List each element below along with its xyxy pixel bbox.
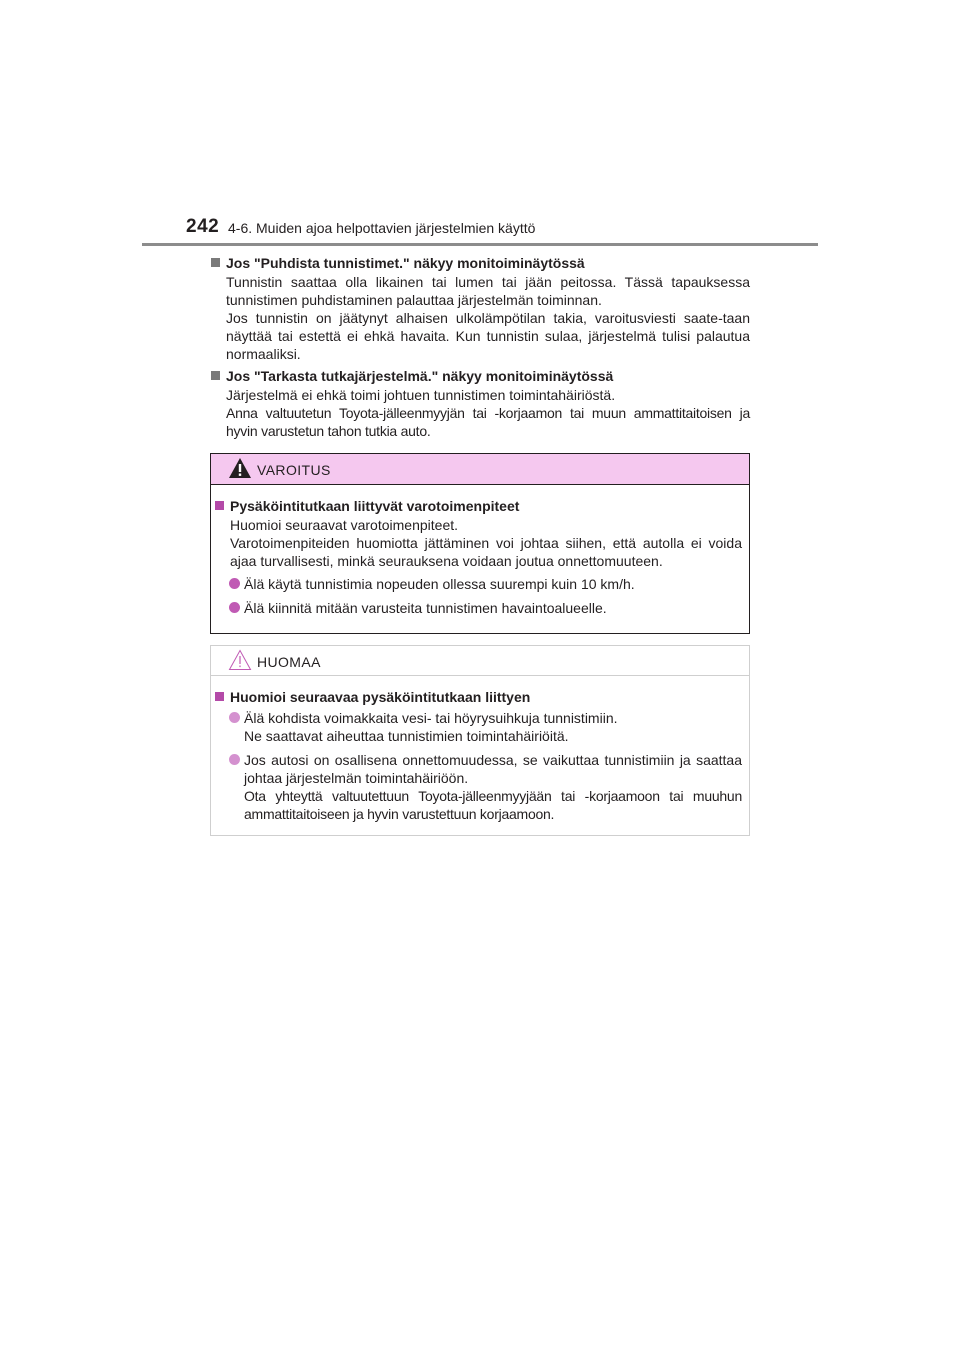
warning-body <box>211 485 749 617</box>
notice-body <box>211 676 749 823</box>
warning-header <box>211 454 749 485</box>
notice-header <box>211 646 749 676</box>
warning-box <box>210 453 750 634</box>
warning-bullet <box>214 599 742 617</box>
notice-bullet-text: Ota yhteyttä valtuutettuun Toyota-jälleenmyyjään tai -korjaamoon tai muuhun ammattitaitoiseen ja hyvin varustettuun korjaamoon. <box>244 788 742 822</box>
header-rule <box>142 243 818 246</box>
section-heading-text: Jos "Puhdista tunnistimet." näkyy monitoiminäytössä <box>226 255 585 271</box>
round-bullet-icon <box>229 578 240 589</box>
round-bullet-icon <box>229 602 240 613</box>
paragraph: Järjestelmä ei ehkä toimi johtuen tunnistimen toimintahäiriöstä. <box>226 387 616 403</box>
page-number: 242 <box>186 216 220 237</box>
warning-intro: Varotoimenpiteiden huomiotta jättäminen voi johtaa siihen, että autolla ei voida ajaa turvallisesti, minkä seurauksena voidaan joutua onnettomuuteen. <box>230 535 742 569</box>
square-bullet-icon <box>215 692 224 701</box>
square-bullet-icon <box>211 258 220 267</box>
notice-bullet <box>214 709 742 745</box>
round-bullet-icon <box>229 712 240 723</box>
warning-triangle-icon <box>228 457 252 479</box>
paragraph: Tunnistin saattaa olla likainen tai lumen tai jään peitossa. Tässä tapauksessa tunnistimen puhdistaminen palauttaa järjestelmän toiminnan. <box>226 274 750 308</box>
warning-bullet-text: Älä käytä tunnistimia nopeuden ollessa suurempi kuin 10 km/h. <box>244 576 635 592</box>
page-header <box>142 216 818 246</box>
section-heading <box>210 254 750 273</box>
warning-heading-text: Pysäköintitutkaan liittyvät varotoimenpiteet <box>230 498 520 514</box>
warning-bullet <box>214 575 742 593</box>
section-title: 4-6. Muiden ajoa helpottavien järjestelmien käyttö <box>228 220 536 236</box>
notice-bullet-text: Ne saattavat aiheuttaa tunnistimien toimintahäiriöitä. <box>244 728 569 744</box>
warning-title: VAROITUS <box>257 462 331 478</box>
notice-bullet <box>214 751 742 823</box>
warning-heading <box>214 497 742 516</box>
notice-heading <box>214 688 742 707</box>
notice-bullet-text: Jos autosi on osallisena onnettomuudessa, se vaikuttaa tunnistimiin ja saattaa johtaa järjestelmän toimintahäiriöön. <box>244 752 742 786</box>
warning-bullet-text: Älä kiinnitä mitään varusteita tunnistimen havaintoalueelle. <box>244 600 607 616</box>
section-heading <box>210 367 750 386</box>
notice-title: HUOMAA <box>257 654 321 670</box>
square-bullet-icon <box>215 501 224 510</box>
warning-intro: Huomioi seuraavat varotoimenpiteet. <box>230 517 459 533</box>
notice-heading-text: Huomioi seuraavaa pysäköintitutkaan liittyen <box>230 689 531 705</box>
notice-bullet-text: Älä kohdista voimakkaita vesi- tai höyrysuihkuja tunnistimiin. <box>244 710 618 726</box>
square-bullet-icon <box>211 371 220 380</box>
caution-triangle-icon <box>228 649 252 671</box>
paragraph: Anna valtuutetun Toyota-jälleenmyyjän tai -korjaamon tai muun ammattitaitoisen ja hyvin varustetun tahon tutkia auto. <box>226 405 750 439</box>
notice-box <box>210 645 750 836</box>
section-heading-text: Jos "Tarkasta tutkajärjestelmä." näkyy monitoiminäytössä <box>226 368 614 384</box>
round-bullet-icon <box>229 754 240 765</box>
main-content <box>210 254 750 440</box>
paragraph: Jos tunnistin on jäätynyt alhaisen ulkolämpötilan takia, varoitusviesti saate-taan näyttää tai estettä ei ehkä havaita. Kun tunnistin sulaa, järjestelmä tulisi palautua normaaliksi. <box>226 310 750 362</box>
